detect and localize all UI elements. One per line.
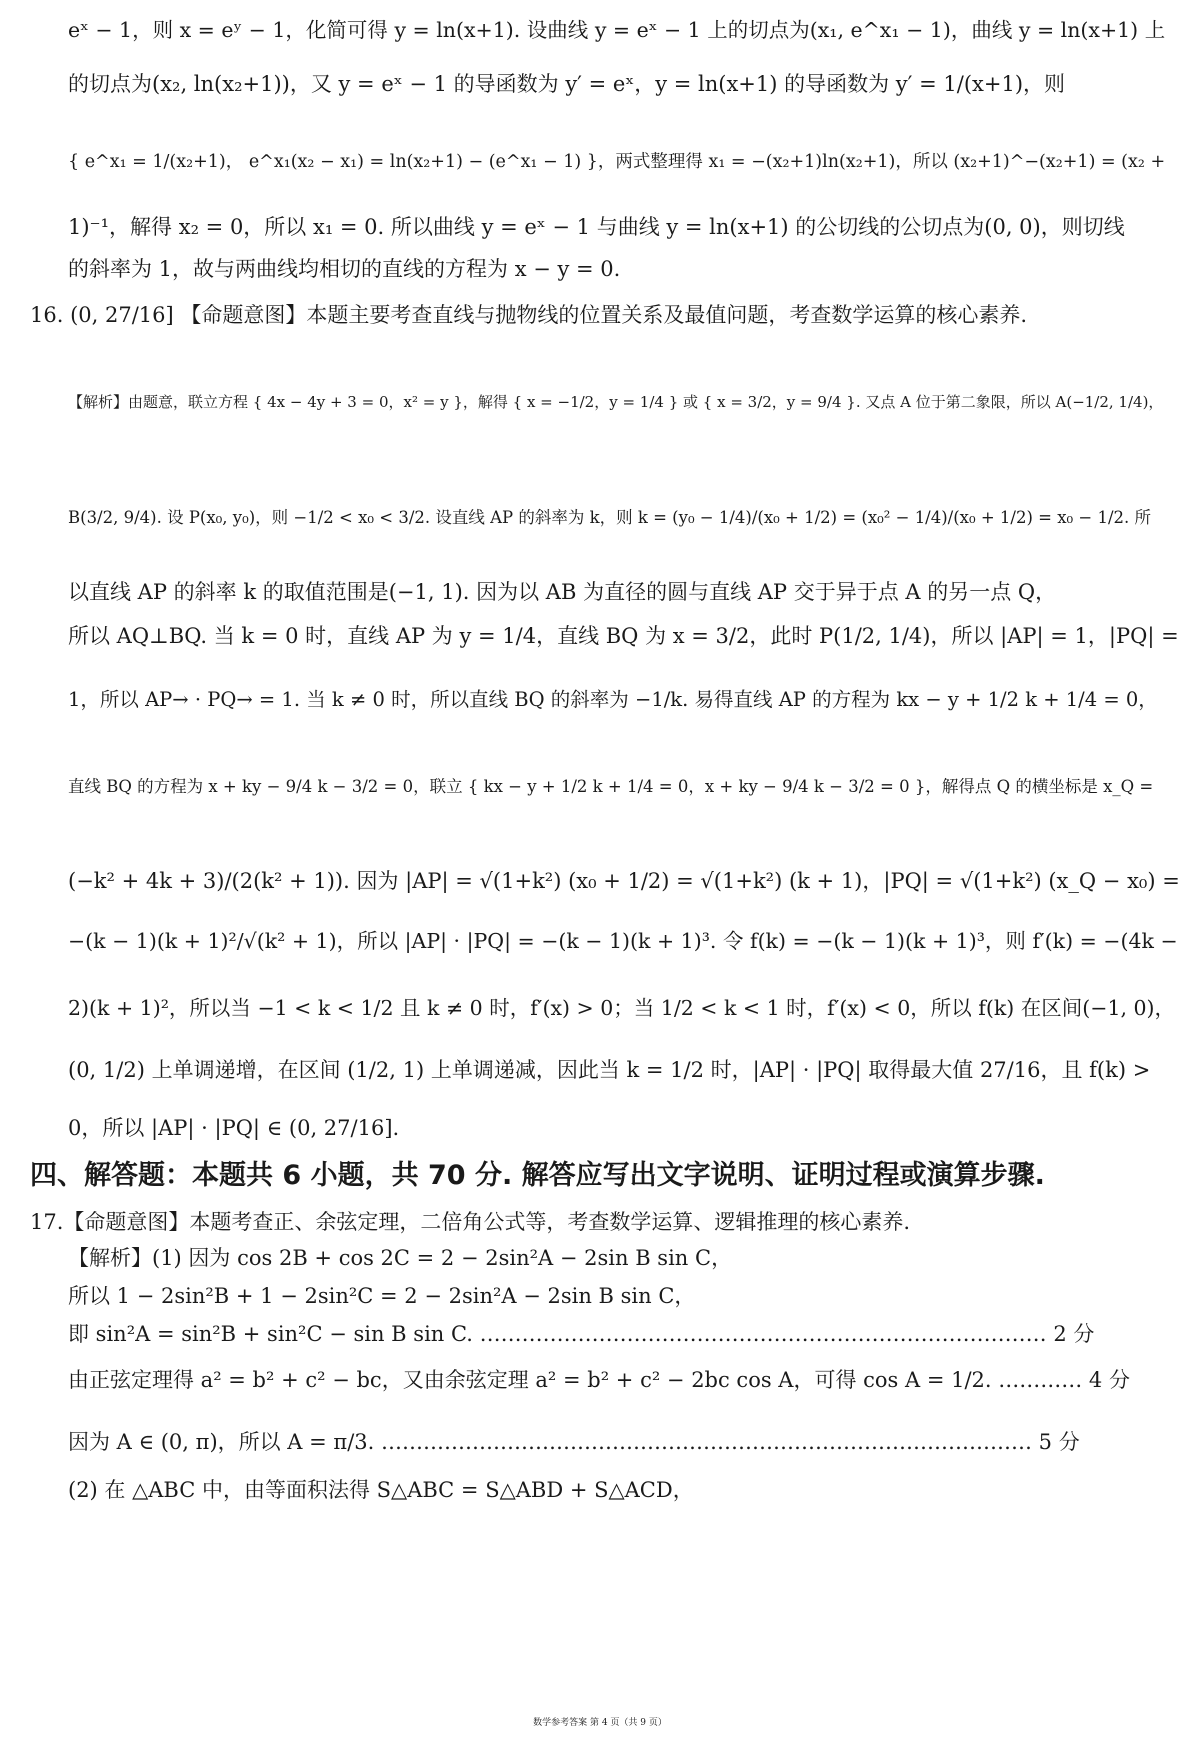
solution-line: 【解析】(1) 因为 cos 2B + cos 2C = 2 − 2sin²A − 2sin B sin C， [68,1246,733,1270]
text-line: 1)⁻¹，解得 x₂ = 0，所以 x₁ = 0. 所以曲线 y = eˣ − 1 与曲线 y = ln(x+1) 的公切线的公切点为(0, 0)，则切线 [68,215,1125,239]
question-16-heading: 16. (0, 27/16] 【命题意图】本题主要考查直线与抛物线的位置关系及最值问题，考查数学运算的核心素养. [30,303,1028,327]
solution-line: 1，所以 AP→ · PQ→ = 1. 当 k ≠ 0 时，所以直线 BQ 的斜率为 −1/k. 易得直线 AP 的方程为 kx − y + 1/2 k + 1/4 = 0， [68,688,1158,711]
solution-line: (2) 在 △ABC 中，由等面积法得 S△ABC = S△ABD + S△ACD， [68,1478,694,1502]
solution-line: 0，所以 |AP| · |PQ| ∈ (0, 27/16]. [68,1116,400,1140]
solution-line: (0, 1/2) 上单调递增，在区间 (1/2, 1) 上单调递减，因此当 k = 1/2 时，|AP| · |PQ| 取得最大值 27/16，且 f(k) > [68,1058,1151,1082]
text-line: 的切点为(x₂, ln(x₂+1))，又 y = eˣ − 1 的导函数为 y′ = eˣ，y = ln(x+1) 的导函数为 y′ = 1/(x+1)，则 [68,72,1066,96]
page-footer: 数学参考答案 第 4 页（共 9 页） [533,1718,667,1728]
solution-line: 【解析】由题意，联立方程 { 4x − 4y + 3 = 0，x² = y }，解得 { x = −1/2，y = 1/4 } 或 { x = 3/2，y = 9/4 }. 又点 A 位于第二象限，所以 A(−1/2, 1/4)， [68,393,1164,411]
question-17-heading: 17.【命题意图】本题考查正、余弦定理，二倍角公式等，考查数学运算、逻辑推理的核心素养. [30,1210,911,1234]
solution-line: 由正弦定理得 a² = b² + c² − bc，又由余弦定理 a² = b² + c² − 2bc cos A，可得 cos A = 1/2. ………… 4 分 [68,1368,1130,1392]
text-line: eˣ − 1，则 x = eʸ − 1，化简可得 y = ln(x+1). 设曲线 y = eˣ − 1 上的切点为(x₁, e^x₁ − 1)，曲线 y = ln(x+1) 上 [68,18,1166,42]
equation-system-line: { e^x₁ = 1/(x₂+1)， e^x₁(x₂ − x₁) = ln(x₂+1) − (e^x₁ − 1) }，两式整理得 x₁ = −(x₂+1)ln(x₂+1)，所以 (x₂+1)^−(x₂+1) = (x₂ + [68,152,1166,172]
solution-line: 所以 AQ⊥BQ. 当 k = 0 时，直线 AP 为 y = 1/4，直线 BQ 为 x = 3/2，此时 P(1/2, 1/4)，所以 |AP| = 1，|PQ| = [68,624,1179,648]
solution-line: (−k² + 4k + 3)/(2(k² + 1)). 因为 |AP| = √(1+k²) (x₀ + 1/2) = √(1+k²) (k + 1)，|PQ| = √(1+k²) (x_Q − x₀) = [68,869,1180,893]
solution-line: 因为 A ∈ (0, π)，所以 A = π/3. ………………………………………………………………………………… 5 分 [68,1430,1080,1454]
solution-line: 直线 BQ 的方程为 x + ky − 9/4 k − 3/2 = 0，联立 { kx − y + 1/2 k + 1/4 = 0，x + ky − 9/4 k − 3/2 = 0 }，解得点 Q 的横坐标是 x_Q = [68,777,1154,796]
solution-line: −(k − 1)(k + 1)²/√(k² + 1)，所以 |AP| · |PQ| = −(k − 1)(k + 1)³. 令 f(k) = −(k − 1)(k + 1)³，则 f′(k) = −(4k − [68,929,1178,953]
solution-line: 即 sin²A = sin²B + sin²C − sin B sin C. ……………………………………………………………………… 2 分 [68,1322,1095,1346]
text-line: 的斜率为 1，故与两曲线均相切的直线的方程为 x − y = 0. [68,257,621,281]
solution-line: 所以 1 − 2sin²B + 1 − 2sin²C = 2 − 2sin²A − 2sin B sin C， [68,1284,696,1308]
solution-line: B(3/2, 9/4). 设 P(x₀, y₀)，则 −1/2 < x₀ < 3/2. 设直线 AP 的斜率为 k，则 k = (y₀ − 1/4)/(x₀ + 1/2) = (x₀² − 1/4)/(x₀ + 1/2) = x₀ − 1/2. 所 [68,508,1151,527]
solution-line: 2)(k + 1)²，所以当 −1 < k < 1/2 且 k ≠ 0 时，f′(x) > 0；当 1/2 < k < 1 时，f′(x) < 0，所以 f(k) 在区间(−1, 0)， [68,996,1176,1020]
solution-line: 以直线 AP 的斜率 k 的取值范围是(−1, 1). 因为以 AB 为直径的圆与直线 AP 交于异于点 A 的另一点 Q， [68,580,1057,604]
section-heading: 四、解答题：本题共 6 小题，共 70 分. 解答应写出文字说明、证明过程或演算步骤. [30,1160,1045,1191]
